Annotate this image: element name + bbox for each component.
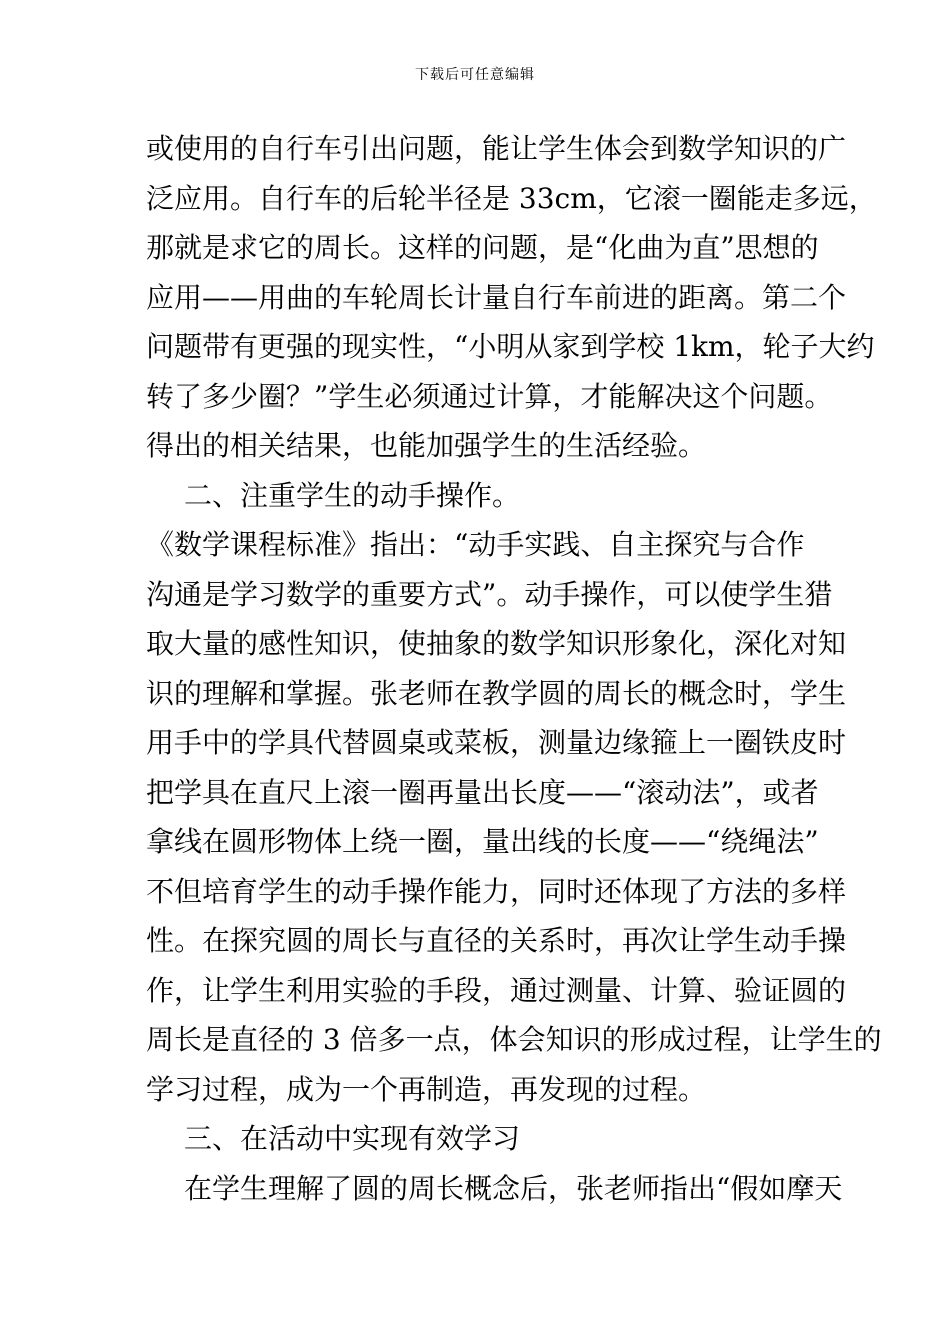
text-line: 或使用的自行车引出问题，能让学生体会到数学知识的广 <box>146 132 847 165</box>
text-line: 不但培育学生的动手操作能力，同时还体现了方法的多样 <box>146 874 847 908</box>
text-line: 取大量的感性知识，使抽象的数学知识形象化，深化对知 <box>146 627 847 660</box>
text-line: 作，让学生利用实验的手段，通过测量、计算、验证圆的 <box>146 973 847 1007</box>
section-heading-3: 三、在活动中实现有效学习 <box>184 1122 521 1155</box>
text-line: 识的理解和掌握。张老师在教学圆的周长的概念时，学生 <box>146 676 847 710</box>
text-line: 《数学课程标准》指出：“动手实践、自主探究与合作 <box>146 528 805 561</box>
document-body <box>146 124 882 1213</box>
text-line: 周长是直径的 3 倍多一点，体会知识的形成过程，让学生的 <box>146 1023 882 1056</box>
text-line: 应用——用曲的车轮周长计量自行车前进的距离。第二个 <box>146 280 847 314</box>
page-header: 下载后可任意编辑 <box>415 67 535 83</box>
section-heading-2: 二、注重学生的动手操作。 <box>184 478 521 512</box>
text-line: 泛应用。自行车的后轮半径是 33cm，它滚一圈能走多远， <box>146 181 877 215</box>
text-line: 那就是求它的周长。这样的问题，是“化曲为直”思想的 <box>146 231 819 264</box>
text-line: 性。在探究圆的周长与直径的关系时，再次让学生动手操 <box>146 924 847 957</box>
text-line: 沟通是学习数学的重要方式”。动手操作，可以使学生猎 <box>146 577 833 611</box>
text-line: 学习过程，成为一个再制造，再发现的过程。 <box>146 1072 707 1106</box>
text-line: 把学具在直尺上滚一圈再量出长度——“滚动法”，或者 <box>146 775 819 809</box>
text-line: 问题带有更强的现实性，“小明从家到学校 1km，轮子大约 <box>146 330 875 363</box>
text-line: 得出的相关结果，也能加强学生的生活经验。 <box>146 429 707 462</box>
text-line: 转了多少圈？”学生必须通过计算，才能解决这个问题。 <box>146 379 833 413</box>
text-line: 拿线在圆形物体上绕一圈，量出线的长度——“绕绳法” <box>146 825 819 858</box>
text-line: 在学生理解了圆的周长概念后，张老师指出“假如摩天 <box>184 1171 843 1205</box>
text-line: 用手中的学具代替圆桌或菜板，测量边缘箍上一圈铁皮时 <box>146 726 847 759</box>
